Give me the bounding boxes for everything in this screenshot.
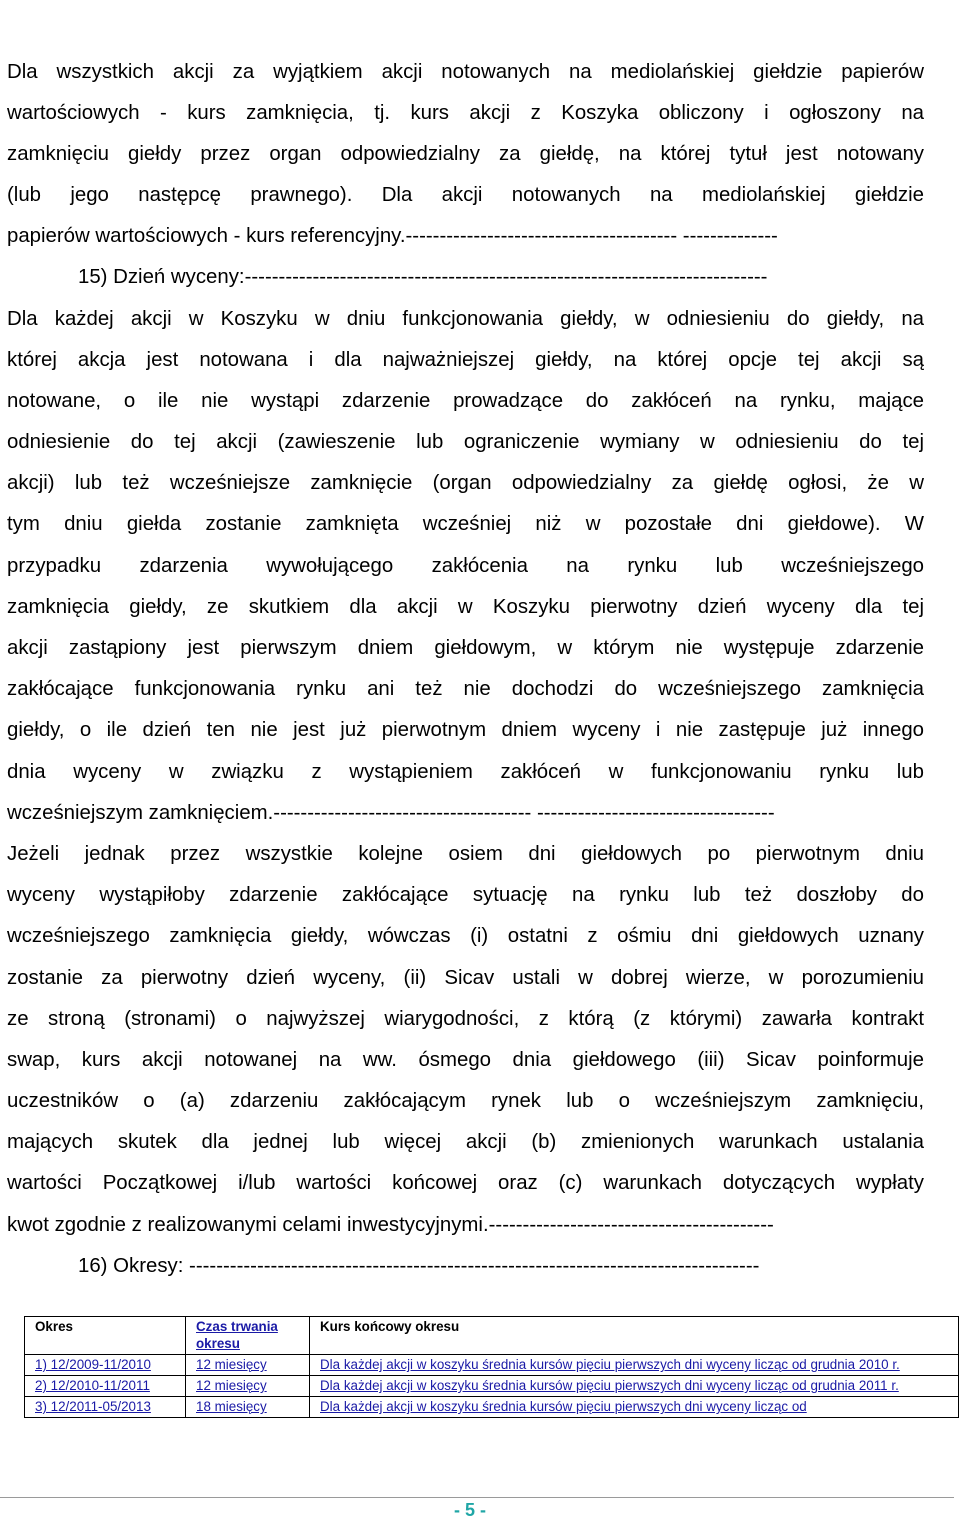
final-price-cell[interactable]: Dla każdej akcji w koszyku średnia kursów pięciu pierwszych dni wyceny licząc od grudnia 2011 r. xyxy=(310,1376,959,1397)
paragraph-line: giełdy, o ile dzień ten nie jest już pierwotnym dniem wyceny i nie zastępuje już innego xyxy=(7,719,924,741)
footer-divider xyxy=(0,1497,954,1498)
period-cell[interactable]: 2) 12/2010-11/2011 xyxy=(25,1376,186,1397)
paragraph-line: akcji) lub też wcześniejsze zamknięcie (organ odpowiedzialny za giełdę ogłosi, że w xyxy=(7,472,924,494)
paragraph-line: kwot zgodnie z realizowanymi celami inwestycyjnymi.------------------------------------------ xyxy=(7,1214,774,1236)
section-heading-15: 15) Dzień wyceny:----------------------------------------------------------------------------- xyxy=(78,266,768,288)
paragraph-line: zostanie za pierwotny dzień wyceny, (ii) Sicav ustali w dobrej wierze, w porozumieniu xyxy=(7,967,924,989)
paragraph-line: wartościowych - kurs zamknięcia, tj. kurs akcji z Koszyka obliczony i ogłoszony na xyxy=(7,102,924,124)
periods-table xyxy=(24,1316,959,1418)
paragraph-line: uczestników o (a) zdarzeniu zakłócającym rynek lub o wcześniejszym zamknięciu, xyxy=(7,1090,924,1112)
paragraph-line: przypadku zdarzenia wywołującego zakłócenia na rynku lub wcześniejszego xyxy=(7,555,924,577)
paragraph-line: Jeżeli jednak przez wszystkie kolejne osiem dni giełdowych po pierwotnym dniu xyxy=(7,843,924,865)
table-row xyxy=(25,1397,959,1418)
final-price-cell[interactable]: Dla każdej akcji w koszyku średnia kursów pięciu pierwszych dni wyceny licząc od grudnia 2010 r. xyxy=(310,1355,959,1376)
paragraph-line: Dla każdej akcji w Koszyku w dniu funkcjonowania giełdy, w odniesieniu do giełdy, na xyxy=(7,308,924,330)
paragraph-line: zamknięcia giełdy, ze skutkiem dla akcji w Koszyku pierwotny dzień wyceny dla tej xyxy=(7,596,924,618)
paragraph-line: notowane, o ile nie wystąpi zdarzenie prowadzące do zakłóceń na rynku, mające xyxy=(7,390,924,412)
header-kurs-koncowy: Kurs końcowy okresu xyxy=(310,1317,959,1355)
period-cell[interactable]: 3) 12/2011-05/2013 xyxy=(25,1397,186,1418)
duration-cell[interactable]: 12 miesięcy xyxy=(186,1376,310,1397)
header-okres: Okres xyxy=(25,1317,186,1355)
paragraph-line: której akcja jest notowana i dla najważniejszej giełdy, na której opcje tej akcji są xyxy=(7,349,924,371)
paragraph-line: papierów wartościowych - kurs referencyjny.---------------------------------------- -------------- xyxy=(7,225,778,247)
duration-cell[interactable]: 18 miesięcy xyxy=(186,1397,310,1418)
paragraph-line: wcześniejszym zamknięciem.-------------------------------------- ----------------------------------- xyxy=(7,802,775,824)
paragraph-line: tym dniu giełda zostanie zamknięta wcześniej niż w pozostałe dni giełdowe). W xyxy=(7,513,924,535)
paragraph-line: Dla wszystkich akcji za wyjątkiem akcji notowanych na mediolańskiej giełdzie papierów xyxy=(7,61,924,83)
table-header-row xyxy=(25,1317,959,1355)
page-number: - 5 - xyxy=(453,1500,486,1520)
duration-cell[interactable]: 12 miesięcy xyxy=(186,1355,310,1376)
paragraph-line: ze stroną (stronami) o najwyższej wiarygodności, z którą (z którymi) zawarła kontrakt xyxy=(7,1008,924,1030)
paragraph-line: dnia wyceny w związku z wystąpieniem zakłóceń w funkcjonowaniu rynku lub xyxy=(7,761,924,783)
paragraph-line: wartości Początkowej i/lub wartości końcowej oraz (c) warunkach dotyczących wypłaty xyxy=(7,1172,924,1194)
section-heading-16: 16) Okresy: ------------------------------------------------------------------------------------ xyxy=(78,1255,760,1277)
header-czas-trwania[interactable]: Czas trwania okresu xyxy=(186,1317,310,1355)
paragraph-line: wcześniejszego zamknięcia giełdy, wówczas (i) ostatni z ośmiu dni giełdowych uznany xyxy=(7,925,924,947)
paragraph-line: swap, kurs akcji notowanej na ww. ósmego dnia giełdowego (iii) Sicav poinformuje xyxy=(7,1049,924,1071)
paragraph-line: odniesienie do tej akcji (zawieszenie lub ograniczenie wymiany w odniesieniu do tej xyxy=(7,431,924,453)
paragraph-line: zamknięciu giełdy przez organ odpowiedzialny za giełdę, na której tytuł jest notowany xyxy=(7,143,924,165)
table-row xyxy=(25,1355,959,1376)
paragraph-line: mających skutek dla jednej lub więcej akcji (b) zmienionych warunkach ustalania xyxy=(7,1131,924,1153)
table-row xyxy=(25,1376,959,1397)
final-price-cell[interactable]: Dla każdej akcji w koszyku średnia kursów pięciu pierwszych dni wyceny licząc od xyxy=(310,1397,959,1418)
paragraph-line: (lub jego następcę prawnego). Dla akcji notowanych na mediolańskiej giełdzie xyxy=(7,184,924,206)
paragraph-line: akcji zastąpiony jest pierwszym dniem giełdowym, w którym nie występuje zdarzenie xyxy=(7,637,924,659)
paragraph-line: zakłócające funkcjonowania rynku ani też nie dochodzi do wcześniejszego zamknięcia xyxy=(7,678,924,700)
period-cell[interactable]: 1) 12/2009-11/2010 xyxy=(25,1355,186,1376)
paragraph-line: wyceny wystąpiłoby zdarzenie zakłócające sytuację na rynku lub też doszłoby do xyxy=(7,884,924,906)
